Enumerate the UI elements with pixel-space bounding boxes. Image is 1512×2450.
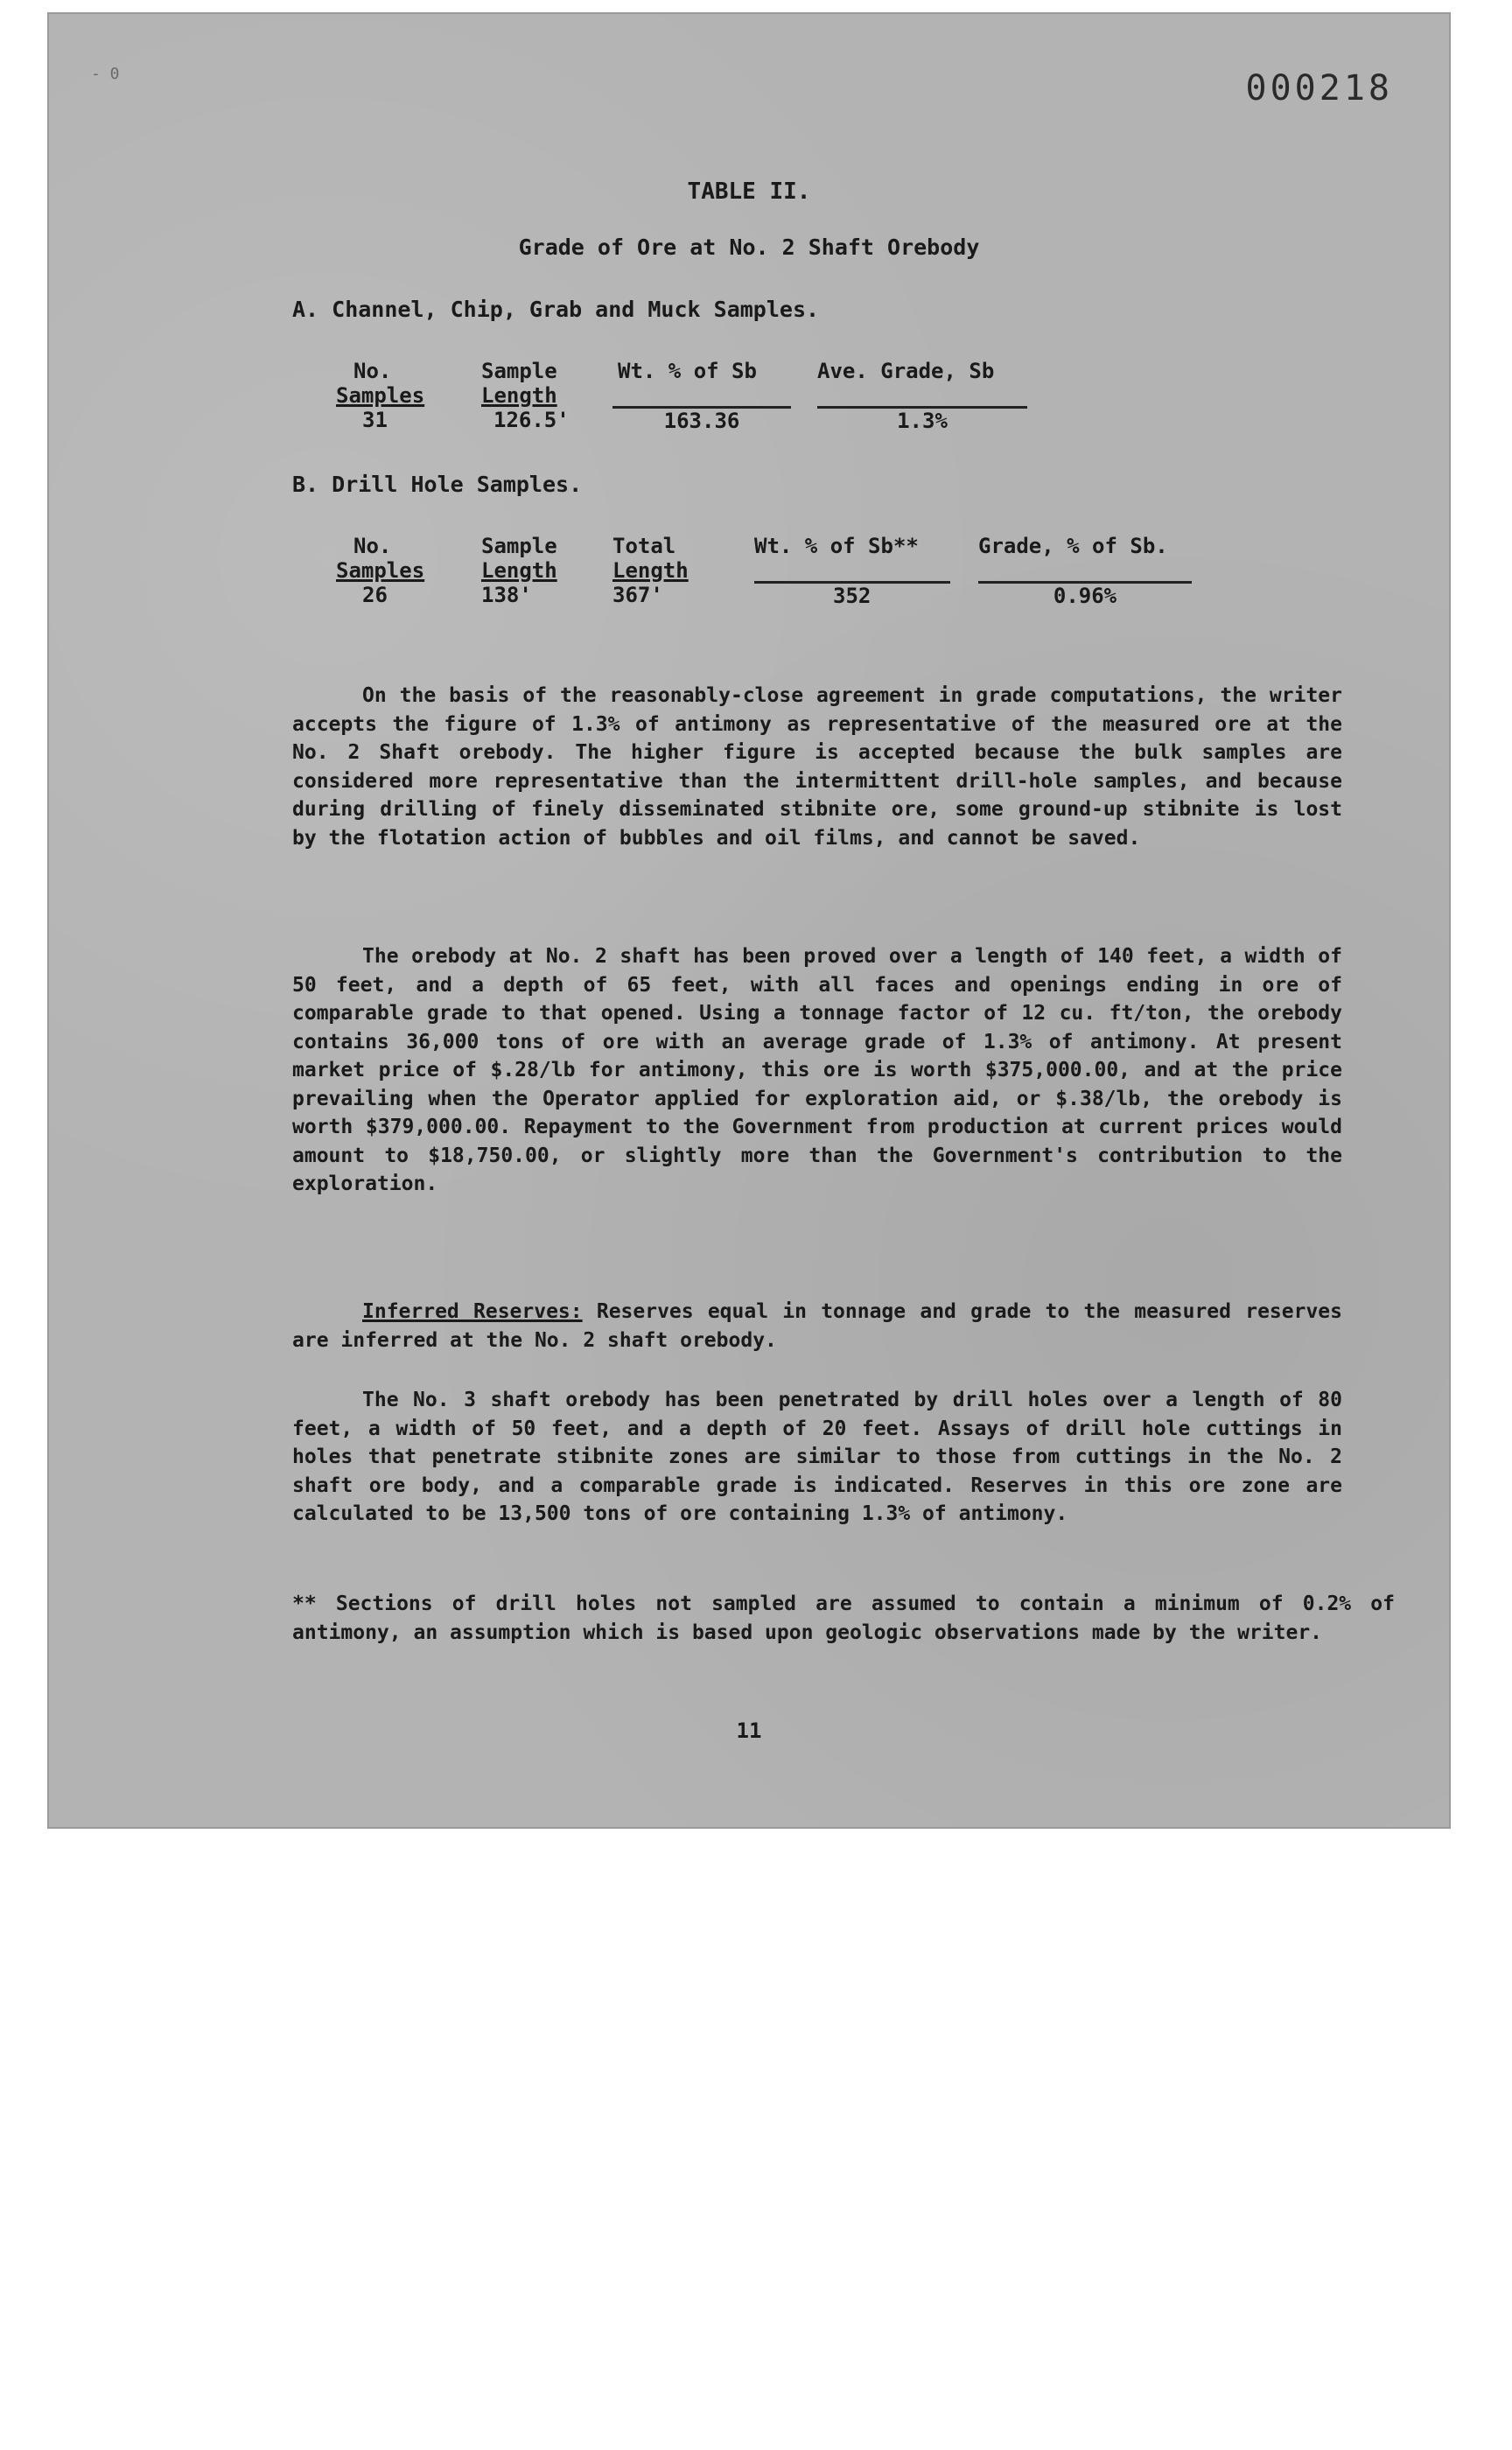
col-header: Length: [481, 558, 557, 583]
col-header: Sample: [481, 534, 557, 558]
scanned-page: [47, 12, 1451, 1829]
col-header: Length: [481, 383, 557, 408]
col-header: Grade, % of Sb.: [978, 534, 1168, 558]
col-value: 31: [362, 408, 388, 432]
paragraph-inferred-reserves: [292, 1298, 1342, 1354]
col-rule: [754, 558, 950, 584]
footnote: ** Sections of drill holes not sampled are assumed to contain a minimum of 0.2% of antimony, an assumption which is based upon geologic observations made by the writer.: [292, 1592, 1395, 1644]
section-b-col-grade: [978, 534, 1192, 608]
section-a-col-length: [481, 359, 570, 432]
section-a-col-samples: [336, 359, 424, 432]
inferred-reserves-text: Reserves equal in tonnage and grade to the measured reserves are inferred at the No. 2 shaft orebody.: [292, 1300, 1342, 1352]
inferred-reserves-term: Inferred Reserves:: [362, 1300, 583, 1323]
document-id: 000218: [1245, 68, 1393, 108]
col-rule: [978, 558, 1192, 584]
section-b-col-samples: [336, 534, 424, 607]
col-value: 138': [481, 583, 532, 607]
paragraph-grade-basis: On the basis of the reasonably-close agreement in grade computations, the writer accepts the figure of 1.3% of antimony as representative of the measured ore at the No. 2 Shaft orebody. The higher figure is accepted because the bulk samples are considered more representative than the intermittent drill-hole samples, and because during drilling of finely disseminated stibnite ore, some ground-up stibnite is lost by the flotation action of bubbles and oil films, and cannot be saved.: [292, 684, 1342, 850]
paragraph-no3-shaft: The No. 3 shaft orebody has been penetrated by drill holes over a length of 80 feet, a width of 50 feet, and a depth of 20 feet. Assays of drill hole cuttings in holes that penetrate stibnite zones are similar to those from cuttings in the No. 2 shaft ore body, and a comparable grade is indicated. Reserves in this ore zone are calculated to be 13,500 tons of ore containing 1.3% of antimony.: [292, 1389, 1342, 1525]
col-header: No.: [354, 534, 392, 558]
page-number: 11: [736, 1718, 762, 1743]
col-header: Samples: [336, 558, 425, 583]
section-b-col-sample-length: [481, 534, 557, 607]
table-subtitle: Grade of Ore at No. 2 Shaft Orebody: [518, 234, 980, 260]
col-header: Samples: [336, 383, 425, 408]
col-value: 0.96%: [1053, 584, 1117, 608]
corner-mark: - 0: [91, 65, 120, 83]
col-value: 126.5': [494, 408, 570, 432]
section-a-col-weight: [612, 359, 791, 433]
section-a-heading: A. Channel, Chip, Grab and Muck Samples.: [292, 297, 820, 322]
col-header: No.: [354, 359, 392, 383]
col-header: Wt. % of Sb: [618, 359, 757, 383]
col-value: 1.3%: [897, 409, 948, 433]
table-title: TABLE II.: [687, 178, 811, 205]
col-header: Wt. % of Sb**: [754, 534, 919, 558]
col-value: 352: [833, 584, 872, 608]
section-a-col-grade: [817, 359, 1027, 433]
col-header: Ave. Grade, Sb: [817, 359, 995, 383]
col-header: Total: [612, 534, 676, 558]
col-rule: [612, 383, 791, 409]
paragraph-orebody-value: The orebody at No. 2 shaft has been proved over a length of 140 feet, a width of 50 feet, and a depth of 65 feet, with all faces and openings ending in ore of comparable grade to that opened. Using a tonnage factor of 12 cu. ft/ton, the orebody contains 36,000 tons of ore with an average grade of 1.3% of antimony. At present market price of $.28/lb for antimony, this ore is worth $375,000.00, and at the price prevailing when the Operator applied for exploration aid, or $.38/lb, the orebody is worth $379,000.00. Repayment to the Government from production at current prices would amount to $18,750.00, or slightly more than the Government's contribution to the exploration.: [292, 945, 1342, 1195]
col-rule: [817, 383, 1027, 409]
col-header: Sample: [481, 359, 557, 383]
col-value: 367': [612, 583, 663, 607]
col-value: 26: [362, 583, 388, 607]
section-b-col-total-length: [612, 534, 689, 607]
col-header: Length: [612, 558, 689, 583]
col-value: 163.36: [663, 409, 740, 433]
section-b-col-weight: [754, 534, 950, 608]
section-b-heading: B. Drill Hole Samples.: [292, 472, 583, 497]
